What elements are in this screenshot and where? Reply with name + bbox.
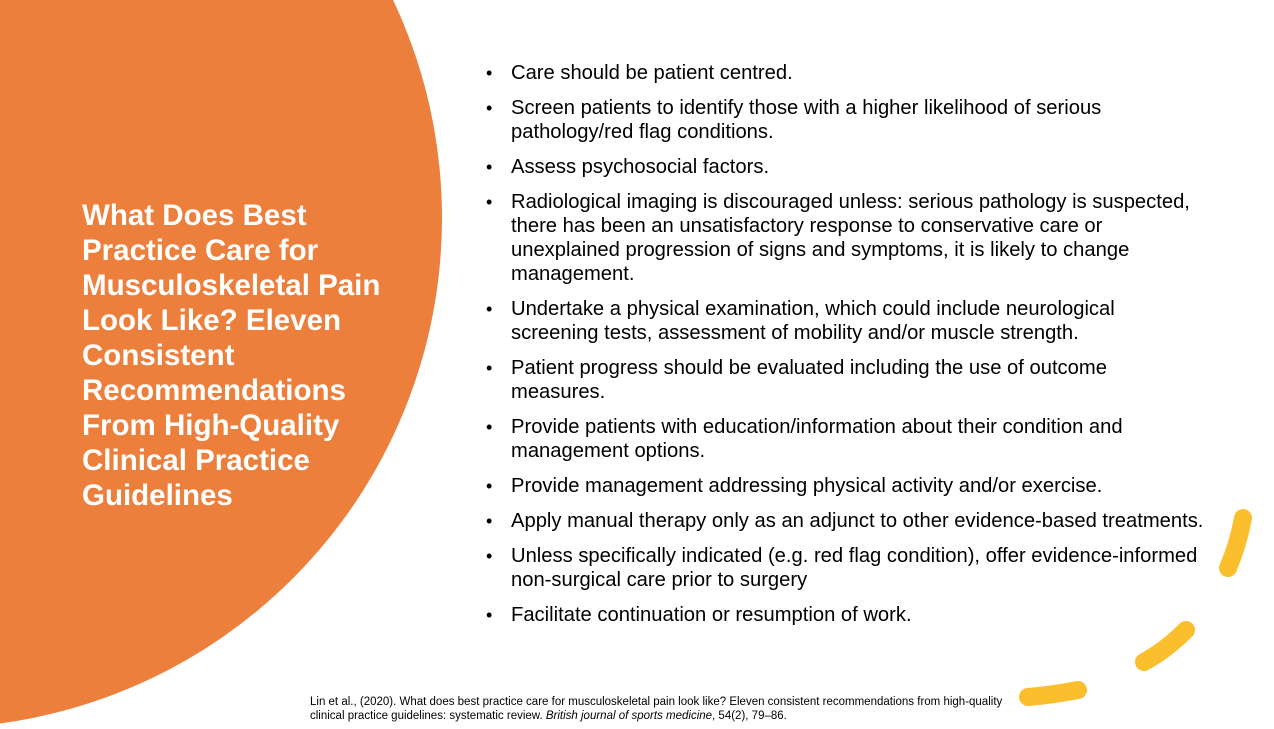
recommendation-text: Assess psychosocial factors.: [511, 156, 770, 178]
recommendation-text: Facilitate continuation or resumption of work.: [511, 604, 912, 626]
citation-text: Lin et al., (2020). What does best practice care for musculoskeletal pain look like? Eleven consistent recommendations from high-quality clinical practice guidelines: systematic review.: [310, 696, 1003, 722]
bullet-icon: •: [486, 605, 493, 625]
bullet-icon: •: [486, 299, 493, 319]
bullet-icon: •: [486, 358, 493, 378]
arc-dash: [1228, 518, 1243, 568]
bullet-icon: •: [486, 98, 493, 118]
recommendation-text: Care should be patient centred.: [511, 62, 793, 84]
slide-title: What Does Best Practice Care for Musculoskeletal Pain Look Like? Eleven Consistent Recommendations From High-Quality Clinical Practice Guidelines: [82, 199, 381, 512]
bullet-icon: •: [486, 476, 493, 496]
bullet-icon: •: [486, 511, 493, 531]
recommendation-text: Unless specifically indicated (e.g. red flag condition), offer evidence-informed non-surgical care prior to surgery: [511, 545, 1198, 591]
citation-volume: , 54(2), 79–86.: [712, 710, 787, 722]
citation: [310, 695, 1010, 723]
bullet-icon: •: [486, 546, 493, 566]
recommendation-text: Radiological imaging is discouraged unless: serious pathology is suspected, there has been an unsatisfactory response to conservative care or unexplained progression of signs and symptoms, it is likely to change management.: [511, 191, 1190, 285]
recommendation-text: Screen patients to identify those with a higher likelihood of serious pathology/red flag conditions.: [511, 97, 1102, 143]
recommendation-text: Apply manual therapy only as an adjunct to other evidence-based treatments.: [511, 510, 1204, 532]
arc-dash: [1144, 630, 1186, 662]
bullet-icon: •: [486, 192, 493, 212]
citation-journal: British journal of sports medicine: [545, 710, 713, 722]
recommendation-text: Patient progress should be evaluated including the use of outcome measures.: [511, 357, 1107, 403]
arc-dash: [1028, 690, 1078, 697]
recommendation-text: Provide patients with education/information about their condition and management options.: [511, 416, 1123, 462]
recommendation-text: Undertake a physical examination, which could include neurological screening tests, assessment of mobility and/or muscle strength.: [511, 298, 1115, 344]
bullet-icon: •: [486, 157, 493, 177]
recommendation-text: Provide management addressing physical activity and/or exercise.: [511, 475, 1103, 497]
bullet-icon: •: [486, 63, 493, 83]
bullet-icon: •: [486, 417, 493, 437]
